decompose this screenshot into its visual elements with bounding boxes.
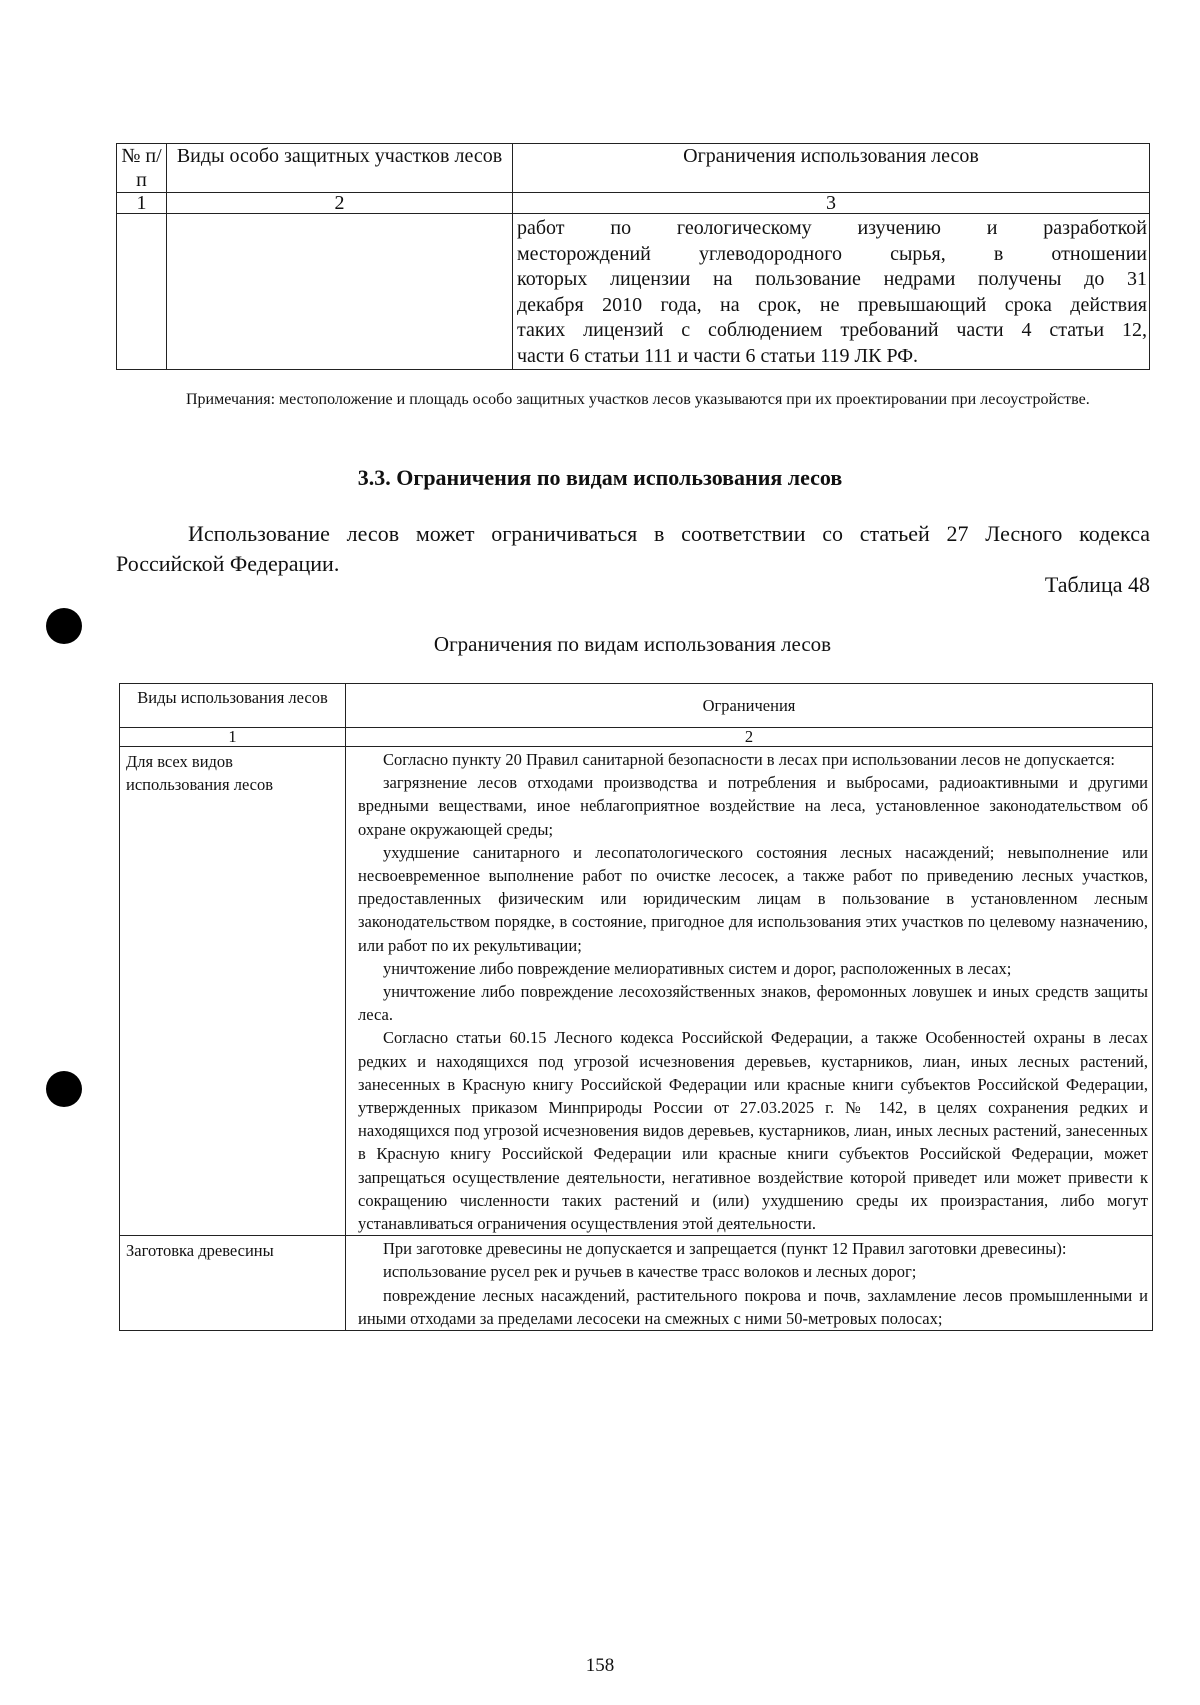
- col-number-2: 2: [167, 193, 513, 214]
- restrictions-text: [517, 216, 1147, 369]
- restrictions-line: таких лицензий с соблюдением требований части 4 статьи 12,: [517, 319, 1147, 341]
- header-restrictions: Ограничения использования лесов: [513, 144, 1150, 193]
- row-kind-cell: Заготовка древесины: [120, 1236, 346, 1331]
- section-paragraph: Использование лесов может ограничиваться в соответствии со статьей 27 Лесного кодекса Российской Федерации.: [116, 521, 1150, 576]
- restrictions-line: которых лицензии на пользование недрами получены до 31: [517, 268, 1147, 290]
- col-number-1: 1: [120, 728, 346, 747]
- table-header-row: [117, 144, 1150, 193]
- table-47-continuation: [116, 143, 1150, 370]
- table-48: [119, 683, 1153, 1331]
- column-number-row: [117, 193, 1150, 214]
- row-restrictions-cell: [346, 747, 1153, 1236]
- table-label: Таблица 48: [1044, 572, 1150, 597]
- restriction-paragraph: загрязнение лесов отходами производства и потребления и выбросами, радиоактивными и другими вредными веществами, иное неблагоприятное воздействие на леса, установленное законодательством об охране окружающей среды;: [358, 773, 1148, 839]
- restriction-paragraph: уничтожение либо повреждение мелиоративных систем и дорог, расположенных в лесах;: [383, 958, 1012, 978]
- table-row: [120, 747, 1153, 1236]
- header-restrictions: Ограничения: [346, 684, 1153, 728]
- col-number-2: 2: [346, 728, 1153, 747]
- restriction-paragraph: Согласно статьи 60.15 Лесного кодекса Российской Федерации, а также Особенностей охраны в лесах редких и находящихся под угрозой исчезновения деревьев, кустарников, лиан, иных лесных растений, занесенных в Красную книгу Российской Федерации или красные книги субъектов Российской Федерации, утвержденных приказом Минприроды России от 27.03.2025 г. № 142, в целях сохранения редких и находящихся под угрозой исчезновения видов деревьев, кустарников, лиан, иных лесных растений, занесенных в Красную книгу Российской Федерации или красные книги субъектов Российской Федерации, может запрещаться осуществление деятельности, негативное воздействие которой приведет или может привести к сокращению численности таких растений и (или) ухудшению среды их произрастания, либо могут устанавливаться ограничения осуществления этой деятельности.: [358, 1028, 1148, 1234]
- row-kind-cell: Для всех видов использования лесов: [120, 747, 346, 1236]
- column-number-row: [120, 728, 1153, 747]
- table-row: [120, 1236, 1153, 1331]
- row-restrictions-cell: [346, 1236, 1153, 1331]
- restriction-paragraph: ухудшение санитарного и лесопатологического состояния лесных насаждений; невыполнение или несвоевременное выполнение работ по очистке лесосек, а также работ по приведению лесных участков, предоставленных физическим или юридическим лицам в пользование в установленном лесным законодательством порядке, в состояние, пригодное для использования этих участков по целевому назначению, или работ по их рекультивации;: [358, 842, 1148, 955]
- header-type: Виды особо защитных участков лесов: [167, 144, 513, 193]
- restriction-paragraph: уничтожение либо повреждение лесохозяйственных знаков, феромонных ловушек и иных средств защиты леса.: [358, 982, 1148, 1025]
- row-num-cell: [117, 214, 167, 370]
- restrictions-text: [358, 1237, 1148, 1330]
- row-type-cell: [167, 214, 513, 370]
- restrictions-line: месторождений углеводородного сырья, в отношении: [517, 242, 1147, 265]
- table-header-row: [120, 684, 1153, 728]
- header-num: № п/п: [117, 144, 167, 193]
- restriction-paragraph: При заготовке древесины не допускается и запрещается (пункт 12 Правил заготовки древесины):: [383, 1239, 1067, 1259]
- col-number-3: 3: [513, 193, 1150, 214]
- table-caption: Ограничения по видам использования лесов: [433, 632, 832, 656]
- header-kind: Виды использования лесов: [120, 684, 346, 728]
- page-number: 158: [585, 1655, 615, 1676]
- restrictions-text: [358, 748, 1148, 1235]
- table-row: [117, 214, 1150, 370]
- restriction-paragraph: Согласно пункту 20 Правил санитарной безопасности в лесах при использовании лесов не допускается:: [383, 750, 1116, 769]
- restrictions-line: части 6 статьи 111 и части 6 статьи 119 ЛК РФ.: [517, 344, 919, 367]
- restriction-paragraph: повреждение лесных насаждений, растительного покрова и почв, захламление лесов промышленными и иными отходами за пределами лесосеки на смежных с ними 50-метровых полосах;: [358, 1285, 1148, 1328]
- col-number-1: 1: [117, 193, 167, 214]
- restriction-paragraph: использование русел рек и ручьев в качестве трасс волоков и лесных дорог;: [383, 1262, 917, 1282]
- punch-hole-bottom: [46, 1071, 82, 1107]
- table-note: Примечания: местоположение и площадь особо защитных участков лесов указываются при их проектировании при лесоустройстве.: [186, 391, 1090, 408]
- row-restrictions-cell: [513, 214, 1150, 370]
- section-heading: 3.3. Ограничения по видам использования лесов: [357, 465, 843, 490]
- restrictions-line: декабря 2010 года, на срок, не превышающий срока действия: [517, 293, 1147, 316]
- restrictions-line: работ по геологическому изучению и разработкой: [517, 217, 1147, 239]
